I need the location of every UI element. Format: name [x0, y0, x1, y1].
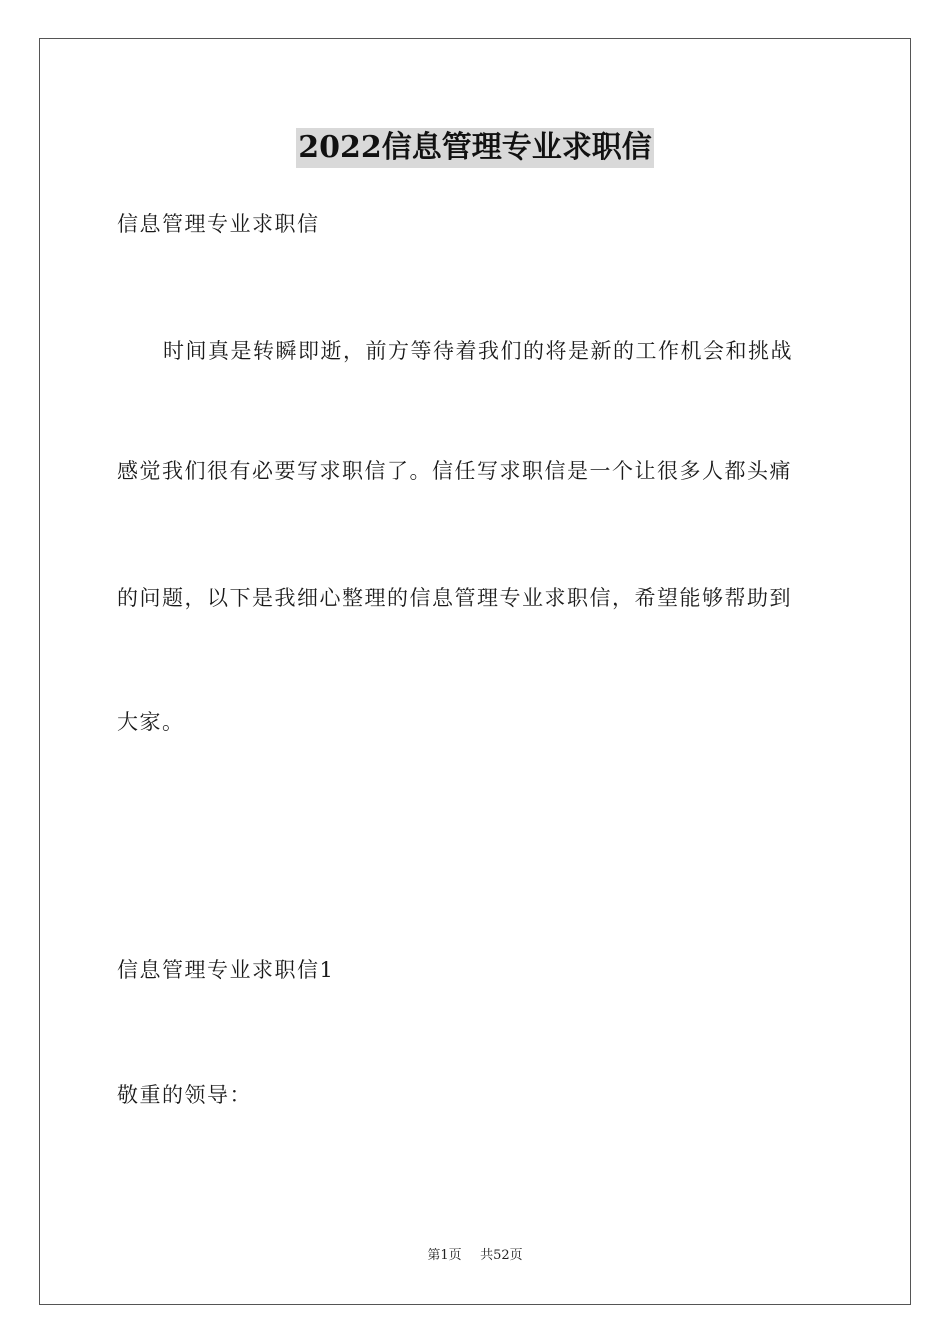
- salutation-line: 敬重的领导：: [117, 1083, 252, 1107]
- subtitle-line: 信息管理专业求职信: [117, 212, 320, 236]
- paragraph-line: 时间真是转瞬即逝，前方等待着我们的将是新的工作机会和挑战: [163, 339, 793, 363]
- title-container: [0, 128, 950, 168]
- paragraph-line: 大家。: [117, 710, 185, 734]
- document-title: 2022信息管理专业求职信: [296, 128, 654, 168]
- section-heading: 信息管理专业求职信1: [117, 958, 335, 982]
- page-footer: [0, 1247, 950, 1265]
- page-number: 第1页: [427, 1248, 462, 1263]
- paragraph-line: 的问题，以下是我细心整理的信息管理专业求职信，希望能够帮助到: [117, 586, 792, 610]
- paragraph-line: 感觉我们很有必要写求职信了。信任写求职信是一个让很多人都头痛: [117, 459, 792, 483]
- page-total: 共52页: [480, 1248, 523, 1263]
